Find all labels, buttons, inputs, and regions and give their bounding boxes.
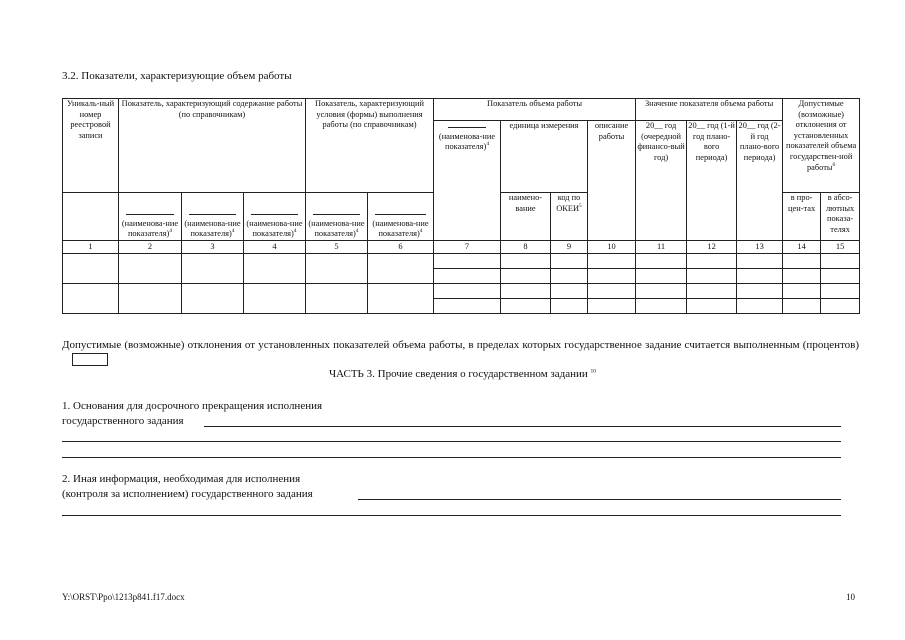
page-number: 10 [846,592,855,602]
subheader-deviation-absolute: в абсо-лютных показа-телях [821,193,860,241]
header-conditions-indicator: Показатель, характеризующий условия (формы) выполнения работы (по справочникам) [306,99,434,193]
subheader-deviation-percent: в про-цен-тах [783,193,821,241]
item2-fill-line [358,499,841,500]
col-number: 2 [119,241,182,254]
footer-file-path: Y:\ORST\Ppo\1213p841.f17.docx [62,592,185,602]
item1-label-line1: 1. Основания для досрочного прекращения исполнения [62,400,323,412]
item2-label-line1: 2. Иная информация, необходимая для исполнения [62,473,301,485]
col-number: 3 [182,241,244,254]
header-year-2: 20__ год (1-й год плано-вого периода) [687,121,737,241]
col-number: 13 [737,241,783,254]
subheader-content-name-3: (наименова-ние показателя)$^4$ [244,193,306,241]
header-volume-name: (наименова-ние показателя)$^4$ [434,121,501,241]
col-number: 1 [63,241,119,254]
percent-input-box[interactable] [72,353,108,366]
volume-indicators-table [62,98,860,314]
subheader-conditions-name-2: (наименова-ние показателя)$^4$ [368,193,434,241]
item2-fill-line [62,515,841,516]
item1-label-line2: государственного задания [62,415,184,427]
subheader-empty [63,193,119,241]
header-deviation: Допустимые (возможные) отклонения от установленных показателей объема государствен-ной работы$^6$ [783,99,860,193]
subheader-unit-name: наимено-вание [501,193,551,241]
col-number: 15 [821,241,860,254]
section-title: 3.2. Показатели, характеризующие объем работы [62,70,292,82]
header-year-1: 20__ год (очередной финансо-вый год) [636,121,687,241]
header-unit: единица измерения [501,121,588,193]
col-number: 7 [434,241,501,254]
col-number: 12 [687,241,737,254]
item1-fill-line [62,457,841,458]
col-number: 10 [588,241,636,254]
col-number: 5 [306,241,368,254]
item1-fill-line [62,441,841,442]
subheader-content-name-1: (наименова-ние показателя)$^4$ [119,193,182,241]
table-row [63,284,860,299]
header-content-indicator: Показатель, характеризующий содержание работы (по справочникам) [119,99,306,193]
col-number: 11 [636,241,687,254]
item2-label-line2: (контроля за исполнением) государственного задания [62,488,313,500]
subheader-conditions-name-1: (наименова-ние показателя)$^4$ [306,193,368,241]
col-number: 8 [501,241,551,254]
item1-fill-line [204,426,841,427]
part3-title: ЧАСТЬ 3. Прочие сведения о государственном задании $^{10}$ [328,368,597,380]
header-unique-number: Уникаль-ный номер реестровой записи [63,99,119,193]
subheader-content-name-2: (наименова-ние показателя)$^4$ [182,193,244,241]
header-volume-indicator: Показатель объема работы [434,99,636,121]
header-year-3: 20__ год (2-й год плано-вого периода) [737,121,783,241]
header-description: описание работы [588,121,636,241]
column-numbers-row [63,241,860,254]
subheader-unit-code: код по ОКЕИ$^5$ [551,193,588,241]
col-number: 9 [551,241,588,254]
col-number: 14 [783,241,821,254]
deviation-paragraph: Допустимые (возможные) отклонения от установленных показателей объема работы, в пределах которых государственное задание считается выполненным (процентов) [62,338,859,369]
header-value: Значение показателя объема работы [636,99,783,121]
table-row [63,254,860,269]
col-number: 4 [244,241,306,254]
col-number: 6 [368,241,434,254]
